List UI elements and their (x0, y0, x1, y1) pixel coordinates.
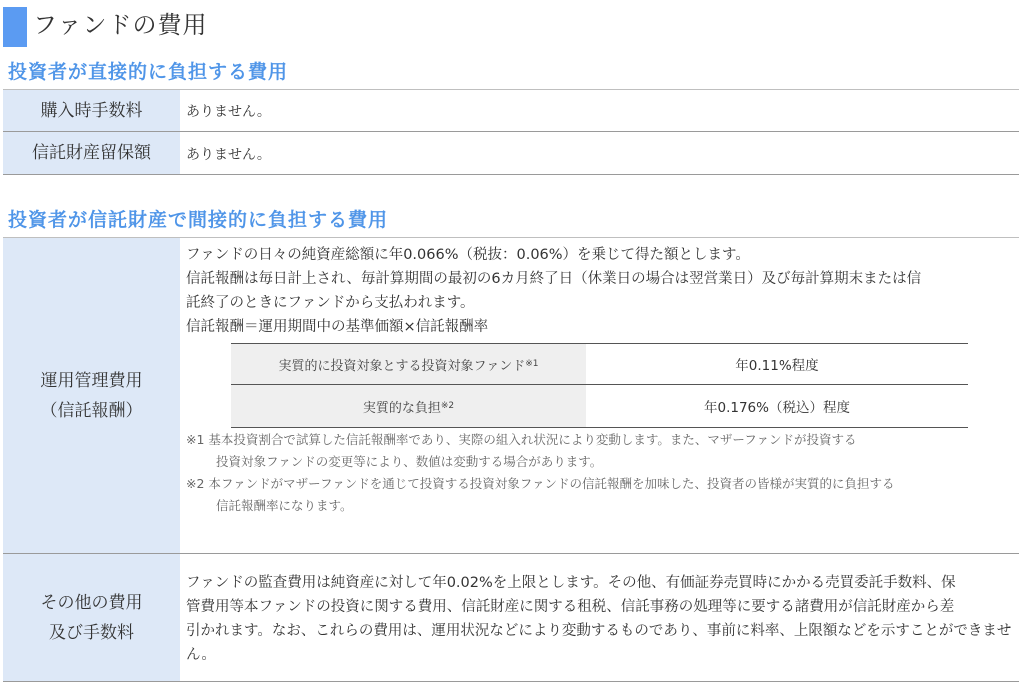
table-cell-value: 年0.176%（税込）程度 (704, 400, 850, 416)
section-heading-direct: 投資者が直接的に負担する費用 (8, 61, 289, 83)
table-label-text: 実質的に投資対象とする投資対象ファンド (278, 358, 526, 374)
other-line: ファンドの監査費用は純資産に対して年0.02%を上限とします。その他、有価証券売買時にかかる売買委託手数料、保 (186, 575, 956, 591)
mgmt-para-1: ファンドの日々の純資産総額に年0.066%（税抜：0.06%）を乗じて得た額とします。 (186, 247, 750, 263)
fee-label-line: 運用管理費用 (40, 370, 143, 391)
fee-label-line: 及び手数料 (49, 622, 134, 643)
other-description (186, 571, 1016, 667)
fee-row-retention (3, 132, 1019, 174)
mgmt-description (186, 243, 1016, 339)
other-line: ん。 (186, 647, 216, 663)
fee-label-line: その他の費用 (40, 592, 143, 613)
table-row (231, 344, 968, 384)
footnote-2 (186, 473, 895, 517)
other-line: 管費用等本ファンドの投資に関する費用、信託財産に関する租税、信託事務の処理等に要する諸費用が信託財産から差 (186, 599, 955, 615)
page-title: ファンドの費用 (33, 11, 208, 39)
footnote-mark: ※1 (525, 359, 539, 369)
fee-label-line: （信託報酬） (40, 400, 143, 421)
row-divider (3, 174, 1019, 175)
fee-row-purchase (3, 90, 1019, 131)
fee-label: 信託財産留保額 (3, 132, 180, 174)
title-accent-block (3, 7, 27, 47)
fee-value: ありません。 (186, 147, 271, 163)
mgmt-para-3: 信託報酬＝運用期間中の基準価額×信託報酬率 (186, 319, 489, 335)
table-cell-label (231, 344, 586, 384)
table-bottom-border (231, 427, 968, 428)
fee-label (3, 238, 180, 553)
mgmt-para-2a: 信託報酬は毎日計上され、毎計算期間の最初の6カ月終了日（休業日の場合は翌営業日）及び毎計算期末または信 (186, 271, 922, 287)
footnote-line: 信託報酬率になります。 (216, 498, 353, 513)
footnote-line: 投資対象ファンドの変更等により、数値は変動する場合があります。 (216, 454, 603, 469)
row-divider (3, 681, 1019, 682)
table-row (231, 385, 968, 427)
other-line: 引かれます。なお、これらの費用は、運用状況などにより変動するものであり、事前に料率、上限額などを示すことができませ (186, 623, 1012, 639)
page-title-bar (0, 0, 1024, 50)
footnote-mark: ※2 (440, 401, 455, 411)
table-cell-label (231, 385, 586, 427)
footnote-line: ※2 本ファンドがマザーファンドを通じて投資する投資対象ファンドの信託報酬を加味した、投資者の皆様が実質的に負担する (186, 476, 895, 491)
section-heading-indirect: 投資者が信託財産で間接的に負担する費用 (8, 209, 389, 231)
table-cell-value: 年0.11%程度 (735, 358, 819, 374)
fee-label: 購入時手数料 (3, 90, 180, 131)
footnote-1 (186, 429, 857, 473)
fee-value: ありません。 (186, 104, 271, 120)
fee-label (3, 554, 180, 681)
mgmt-para-2b: 託終了のときにファンドから支払われます。 (186, 295, 475, 311)
footnote-line: ※1 基本投資割合で試算した信託報酬率であり、実際の組入れ状況により変動します。また、マザーファンドが投資する (186, 432, 857, 447)
table-label-text: 実質的な負担 (362, 400, 441, 416)
